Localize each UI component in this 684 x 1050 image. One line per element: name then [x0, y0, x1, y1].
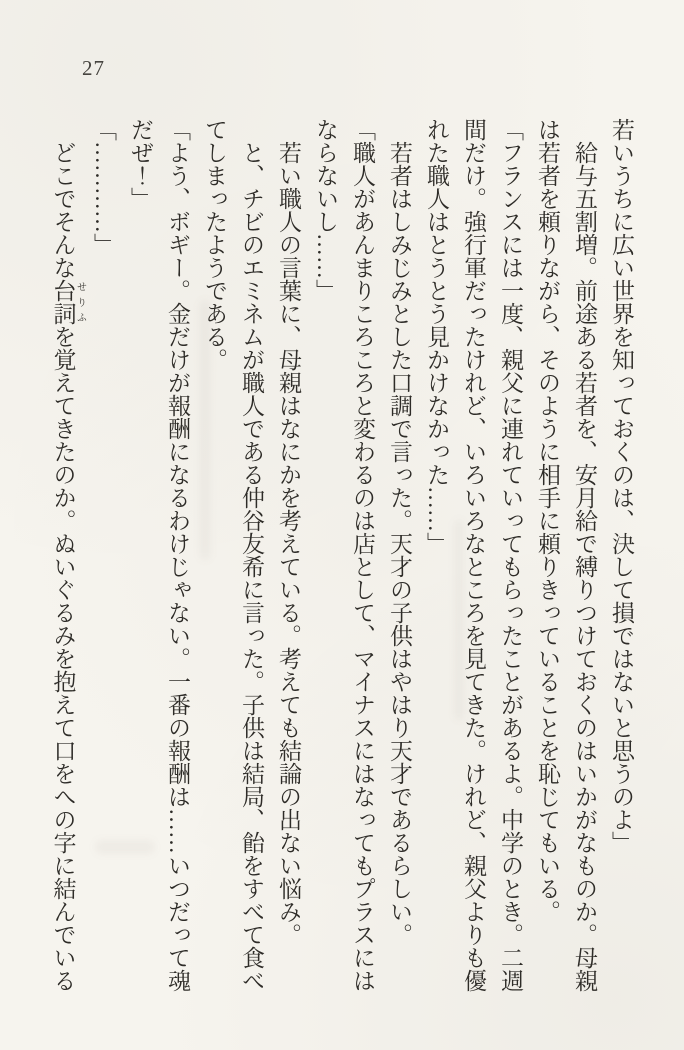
text-block — [45, 118, 641, 1004]
ruby-base: 台詞 — [50, 279, 76, 325]
text-column-12: てしまったようである。 — [202, 118, 227, 371]
text-column-11: と、チビのエミネムが職人である仲谷友希に言った。子供は結局、飴をすべて食べ — [239, 141, 264, 992]
text-column-4: 「フランスには一度、親父に連れていってもらったことがあるよ。中学のとき。二週 — [498, 118, 523, 992]
ruby-furigana: せりふ — [74, 279, 86, 325]
text-column-10: 若い職人の言葉に、母親はなにかを考えている。考えても結論の出ない悩み。 — [276, 141, 301, 946]
text-column-6: れた職人はとうとう見かけなかった……」 — [424, 118, 449, 555]
text-column-16 — [45, 118, 86, 1004]
text-column-2: 給与五割増。前途ある若者を、安月給で縛りつけておくのはいかがなものか。母親 — [572, 141, 597, 992]
text-column-8: 「職人があんまりころころと変わるのは店として、マイナスにはなってもプラスには — [350, 118, 375, 992]
text-column-13: 「よう、ボギー。金だけが報酬になるわけじゃない。一番の報酬は……いつだって魂 — [165, 118, 190, 992]
text-column-5: 間だけ。強行軍だったけれど、いろいろなところを見てきた。けれど、親父よりも優 — [461, 118, 486, 992]
text-column-15: 「…………」 — [91, 118, 116, 256]
text-segment: を覚えてきたのか。ぬいぐるみを抱えて口をへの字に結んでいる — [50, 325, 76, 992]
text-column-3: は若者を頼りながら、そのように相手に頼りきっていることを恥じてもいる。 — [535, 118, 560, 923]
text-column-7: 若者はしみじみとした口調で言った。天才の子供はやはり天才であるらしい。 — [387, 141, 412, 946]
text-segment: どこでそんな — [50, 141, 76, 279]
text-column-9: ならないし……」 — [313, 118, 338, 302]
ruby-word — [50, 279, 86, 325]
text-column-14: だぜ！」 — [128, 118, 153, 210]
page-number: 27 — [82, 56, 105, 80]
text-column-1: 若いうちに広い世界を知っておくのは、決して損ではないと思うのよ」 — [609, 118, 634, 854]
